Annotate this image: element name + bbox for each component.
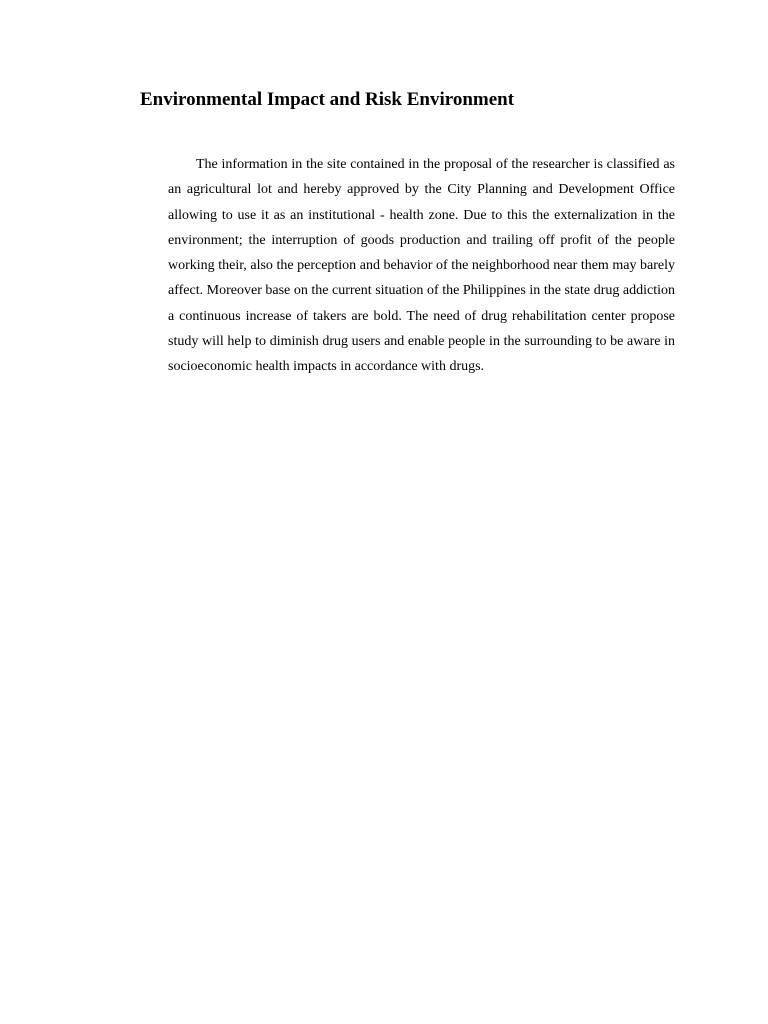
- body-paragraph: The information in the site contained in the proposal of the researcher is classified as an agricultural lot and hereby approved by the City Planning and Development Office allowing to use it as an institutional - health zone. Due to this the externalization in the environment; the interruption of goods production and trailing off profit of the people working their, also the perception and behavior of the neighborhood near them may barely affect. Moreover base on the current situation of the Philippines in the state drug addiction a continuous increase of takers are bold. The need of drug rehabilitation center propose study will help to diminish drug users and enable people in the surrounding to be aware in socioeconomic health impacts in accordance with drugs.: [168, 157, 675, 375]
- section-heading: Environmental Impact and Risk Environment: [140, 89, 515, 110]
